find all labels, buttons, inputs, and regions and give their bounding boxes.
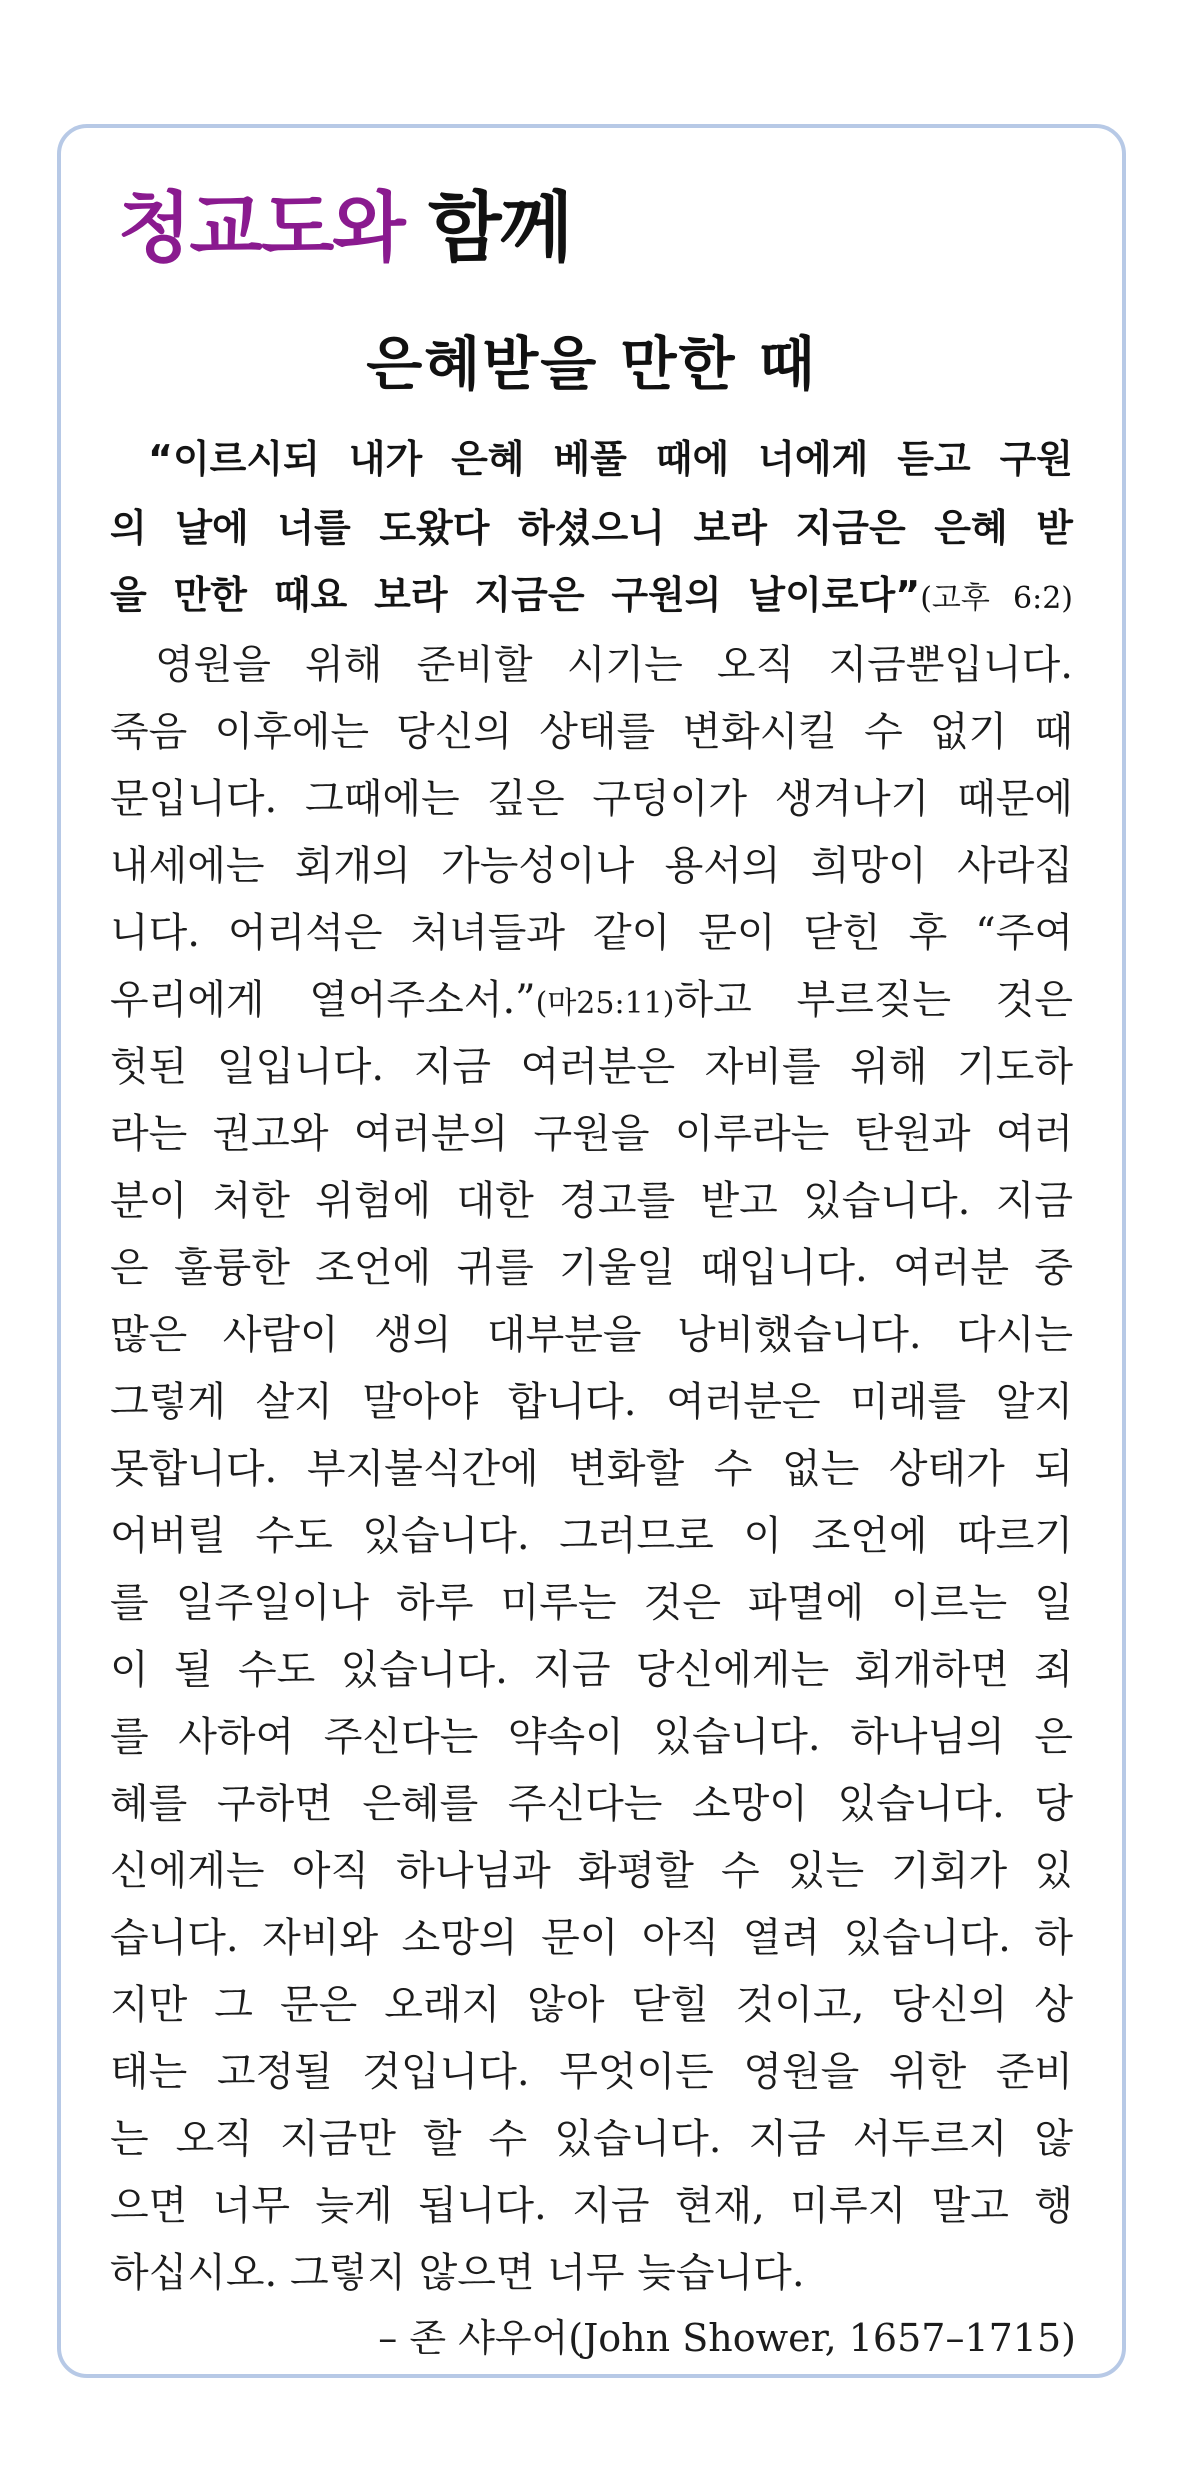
body-line-5: 니다. 어리석은 처녀들과 같이 문이 닫힌 후 “주여 <box>110 910 1073 956</box>
verse-reference: (고후 6:2) <box>920 581 1074 616</box>
body-line-24: 으면 너무 늦게 됩니다. 지금 현재, 미루지 말고 행 <box>110 2183 1073 2229</box>
body-line-12: 그렇게 살지 말아야 합니다. 여러분은 미래를 알지 <box>110 1379 1073 1425</box>
body-line-19: 신에게는 아직 하나님과 화평할 수 있는 기회가 있 <box>110 1848 1073 1894</box>
header-rest: 함께 <box>403 183 571 272</box>
body-line-21: 지만 그 문은 오래지 않아 닫힐 것이고, 당신의 상 <box>110 1982 1073 2028</box>
body-line-10: 은 훌륭한 조언에 귀를 기울일 때입니다. 여러분 중 <box>110 1245 1073 1291</box>
header-accent: 청교도와 <box>118 183 404 272</box>
body-line-2: 죽음 이후에는 당신의 상태를 변화시킬 수 없기 때 <box>110 709 1073 755</box>
body-line-11: 많은 사람이 생의 대부분을 낭비했습니다. 다시는 <box>110 1312 1073 1358</box>
body-line-8: 라는 권고와 여러분의 구원을 이루라는 탄원과 여러 <box>110 1111 1073 1157</box>
body-line-25: 하십시오. 그렇지 않으면 너무 늦습니다. <box>110 2250 805 2296</box>
body-line-15: 를 일주일이나 하루 미루는 것은 파멸에 이르는 일 <box>110 1580 1073 1626</box>
body-line-1: 영원을 위해 준비할 시기는 오직 지금뿐입니다. <box>155 642 1073 688</box>
body-line-23: 는 오직 지금만 할 수 있습니다. 지금 서두르지 않 <box>110 2116 1073 2162</box>
column-header <box>118 183 571 272</box>
body-line-7: 헛된 일입니다. 지금 여러분은 자비를 위해 기도하 <box>110 1044 1073 1090</box>
body-line-6-reference: (마25:11) <box>535 986 675 1021</box>
body-line-18: 혜를 구하면 은혜를 주신다는 소망이 있습니다. 당 <box>110 1781 1073 1827</box>
body-line-22: 태는 고정될 것입니다. 무엇이든 영원을 위한 준비 <box>110 2049 1073 2095</box>
verse-line-3 <box>110 570 1073 620</box>
body-line-14: 어버릴 수도 있습니다. 그러므로 이 조언에 따르기 <box>110 1513 1073 1559</box>
body-line-9: 분이 처한 위험에 대한 경고를 받고 있습니다. 지금 <box>110 1178 1073 1224</box>
body-line-13: 못합니다. 부지불식간에 변화할 수 없는 상태가 되 <box>110 1446 1073 1492</box>
body-line-17: 를 사하여 주신다는 약속이 있습니다. 하나님의 은 <box>110 1714 1073 1760</box>
body-line-6-text-a: 우리에게 열어주소서.” <box>110 977 536 1023</box>
body-line-6-text-b: 하고 부르짖는 것은 <box>674 977 1073 1023</box>
author-signature: – 존 샤우어(John Shower, 1657–1715) <box>378 2316 1076 2360</box>
body-line-6 <box>110 975 1073 1025</box>
verse-line-1: “이르시되 내가 은혜 베풀 때에 너에게 듣고 구원 <box>148 437 1073 481</box>
article-title: 은혜받을 만한 때 <box>366 330 817 398</box>
body-line-4: 내세에는 회개의 가능성이나 용서의 희망이 사라집 <box>110 843 1073 889</box>
body-line-20: 습니다. 자비와 소망의 문이 아직 열려 있습니다. 하 <box>110 1915 1073 1961</box>
body-line-3: 문입니다. 그때에는 깊은 구덩이가 생겨나기 때문에 <box>110 776 1073 822</box>
verse-line-2: 의 날에 너를 도왔다 하셨으니 보라 지금은 은혜 받 <box>110 506 1073 550</box>
verse-line-3-text: 을 만한 때요 보라 지금은 구원의 날이로다” <box>110 573 921 617</box>
body-line-16: 이 될 수도 있습니다. 지금 당신에게는 회개하면 죄 <box>110 1647 1073 1693</box>
